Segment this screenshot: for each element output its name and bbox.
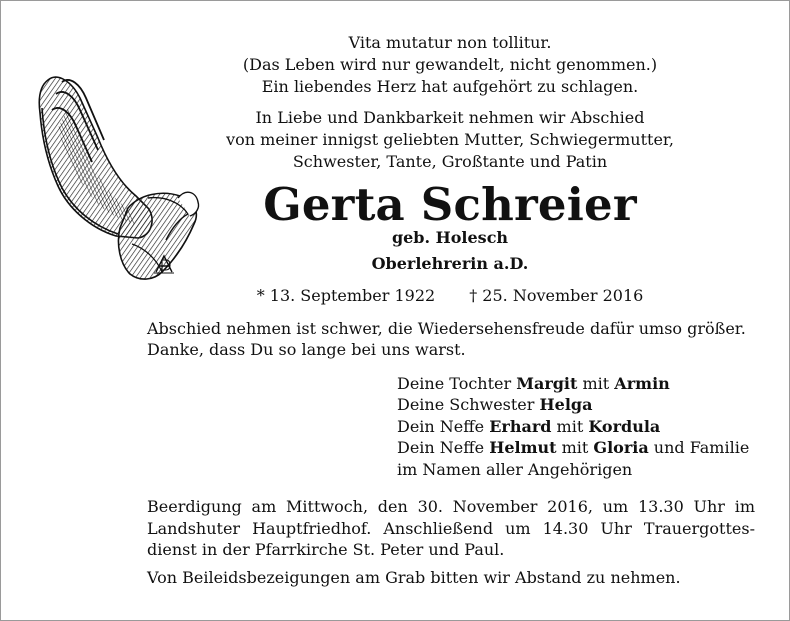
intro-line-2: von meiner innigst geliebten Mutter, Schwiegermutter, [226, 130, 674, 149]
family-name: Helga [539, 395, 593, 415]
family-row [397, 373, 749, 394]
intro-text [150, 107, 750, 173]
birth-date: * 13. September 1922 [256, 286, 436, 305]
quote-line-1: Vita mutatur non tollitur. [348, 33, 552, 52]
family-name: Erhard [489, 416, 552, 436]
family-name: Helmut [489, 438, 557, 458]
funeral-line-1: Beerdigung am Mittwoch, den 30. November 2016, um 13.30 Uhr im [147, 497, 755, 516]
family-relation: Dein Neffe [397, 438, 490, 458]
family-row [397, 459, 749, 480]
closing-text [147, 318, 757, 360]
quote-line-2: (Das Leben wird nur gewandelt, nicht genommen.) [242, 55, 658, 74]
deceased-name: Gerta Schreier [263, 178, 637, 231]
maiden-name: geb. Holesch [391, 228, 509, 247]
condolence-note: Von Beileidsbezeigungen am Grab bitten wir Abstand zu nehmen. [147, 568, 681, 587]
intro-line-1: In Liebe und Dankbarkeit nehmen wir Abschied [255, 108, 645, 127]
family-relation: Dein Neffe [397, 416, 490, 436]
family-partner-name: Armin [614, 374, 670, 393]
funeral-line-2: Landshuter Hauptfriedhof. Anschließend um 14.30 Uhr Trauergottes- [147, 518, 755, 538]
family-relation: Deine Tochter [397, 374, 517, 393]
death-date: † 25. November 2016 [469, 286, 644, 305]
latin-quote [150, 32, 750, 98]
life-dates [150, 286, 750, 306]
family-relation: Deine Schwester [397, 395, 540, 415]
closing-line-1: Abschied nehmen ist schwer, die Wiedersehensfreude dafür umso größer. [147, 319, 746, 338]
family-connector: mit [551, 416, 589, 436]
closing-line-2: Danke, dass Du so lange bei uns warst. [147, 340, 466, 359]
family-row [397, 437, 749, 458]
deceased-title: Oberlehrerin a.D. [371, 254, 529, 273]
family-connector: mit [556, 438, 594, 458]
funeral-line-3: dienst in der Pfarrkirche St. Peter und Paul. [147, 540, 505, 559]
family-suffix: und Familie [648, 438, 750, 458]
family-row [397, 416, 749, 437]
family-row [397, 394, 749, 415]
family-list [397, 373, 749, 480]
quote-line-3: Ein liebendes Herz hat aufgehört zu schlagen. [261, 77, 639, 96]
family-name: Margit [516, 374, 578, 393]
family-relation: im Namen aller Angehörigen [397, 459, 633, 479]
family-partner-name: Gloria [593, 438, 649, 458]
family-partner-name: Kordula [588, 416, 661, 436]
family-connector: mit [577, 374, 615, 393]
intro-line-3: Schwester, Tante, Großtante und Patin [292, 152, 608, 171]
funeral-info [147, 496, 755, 561]
